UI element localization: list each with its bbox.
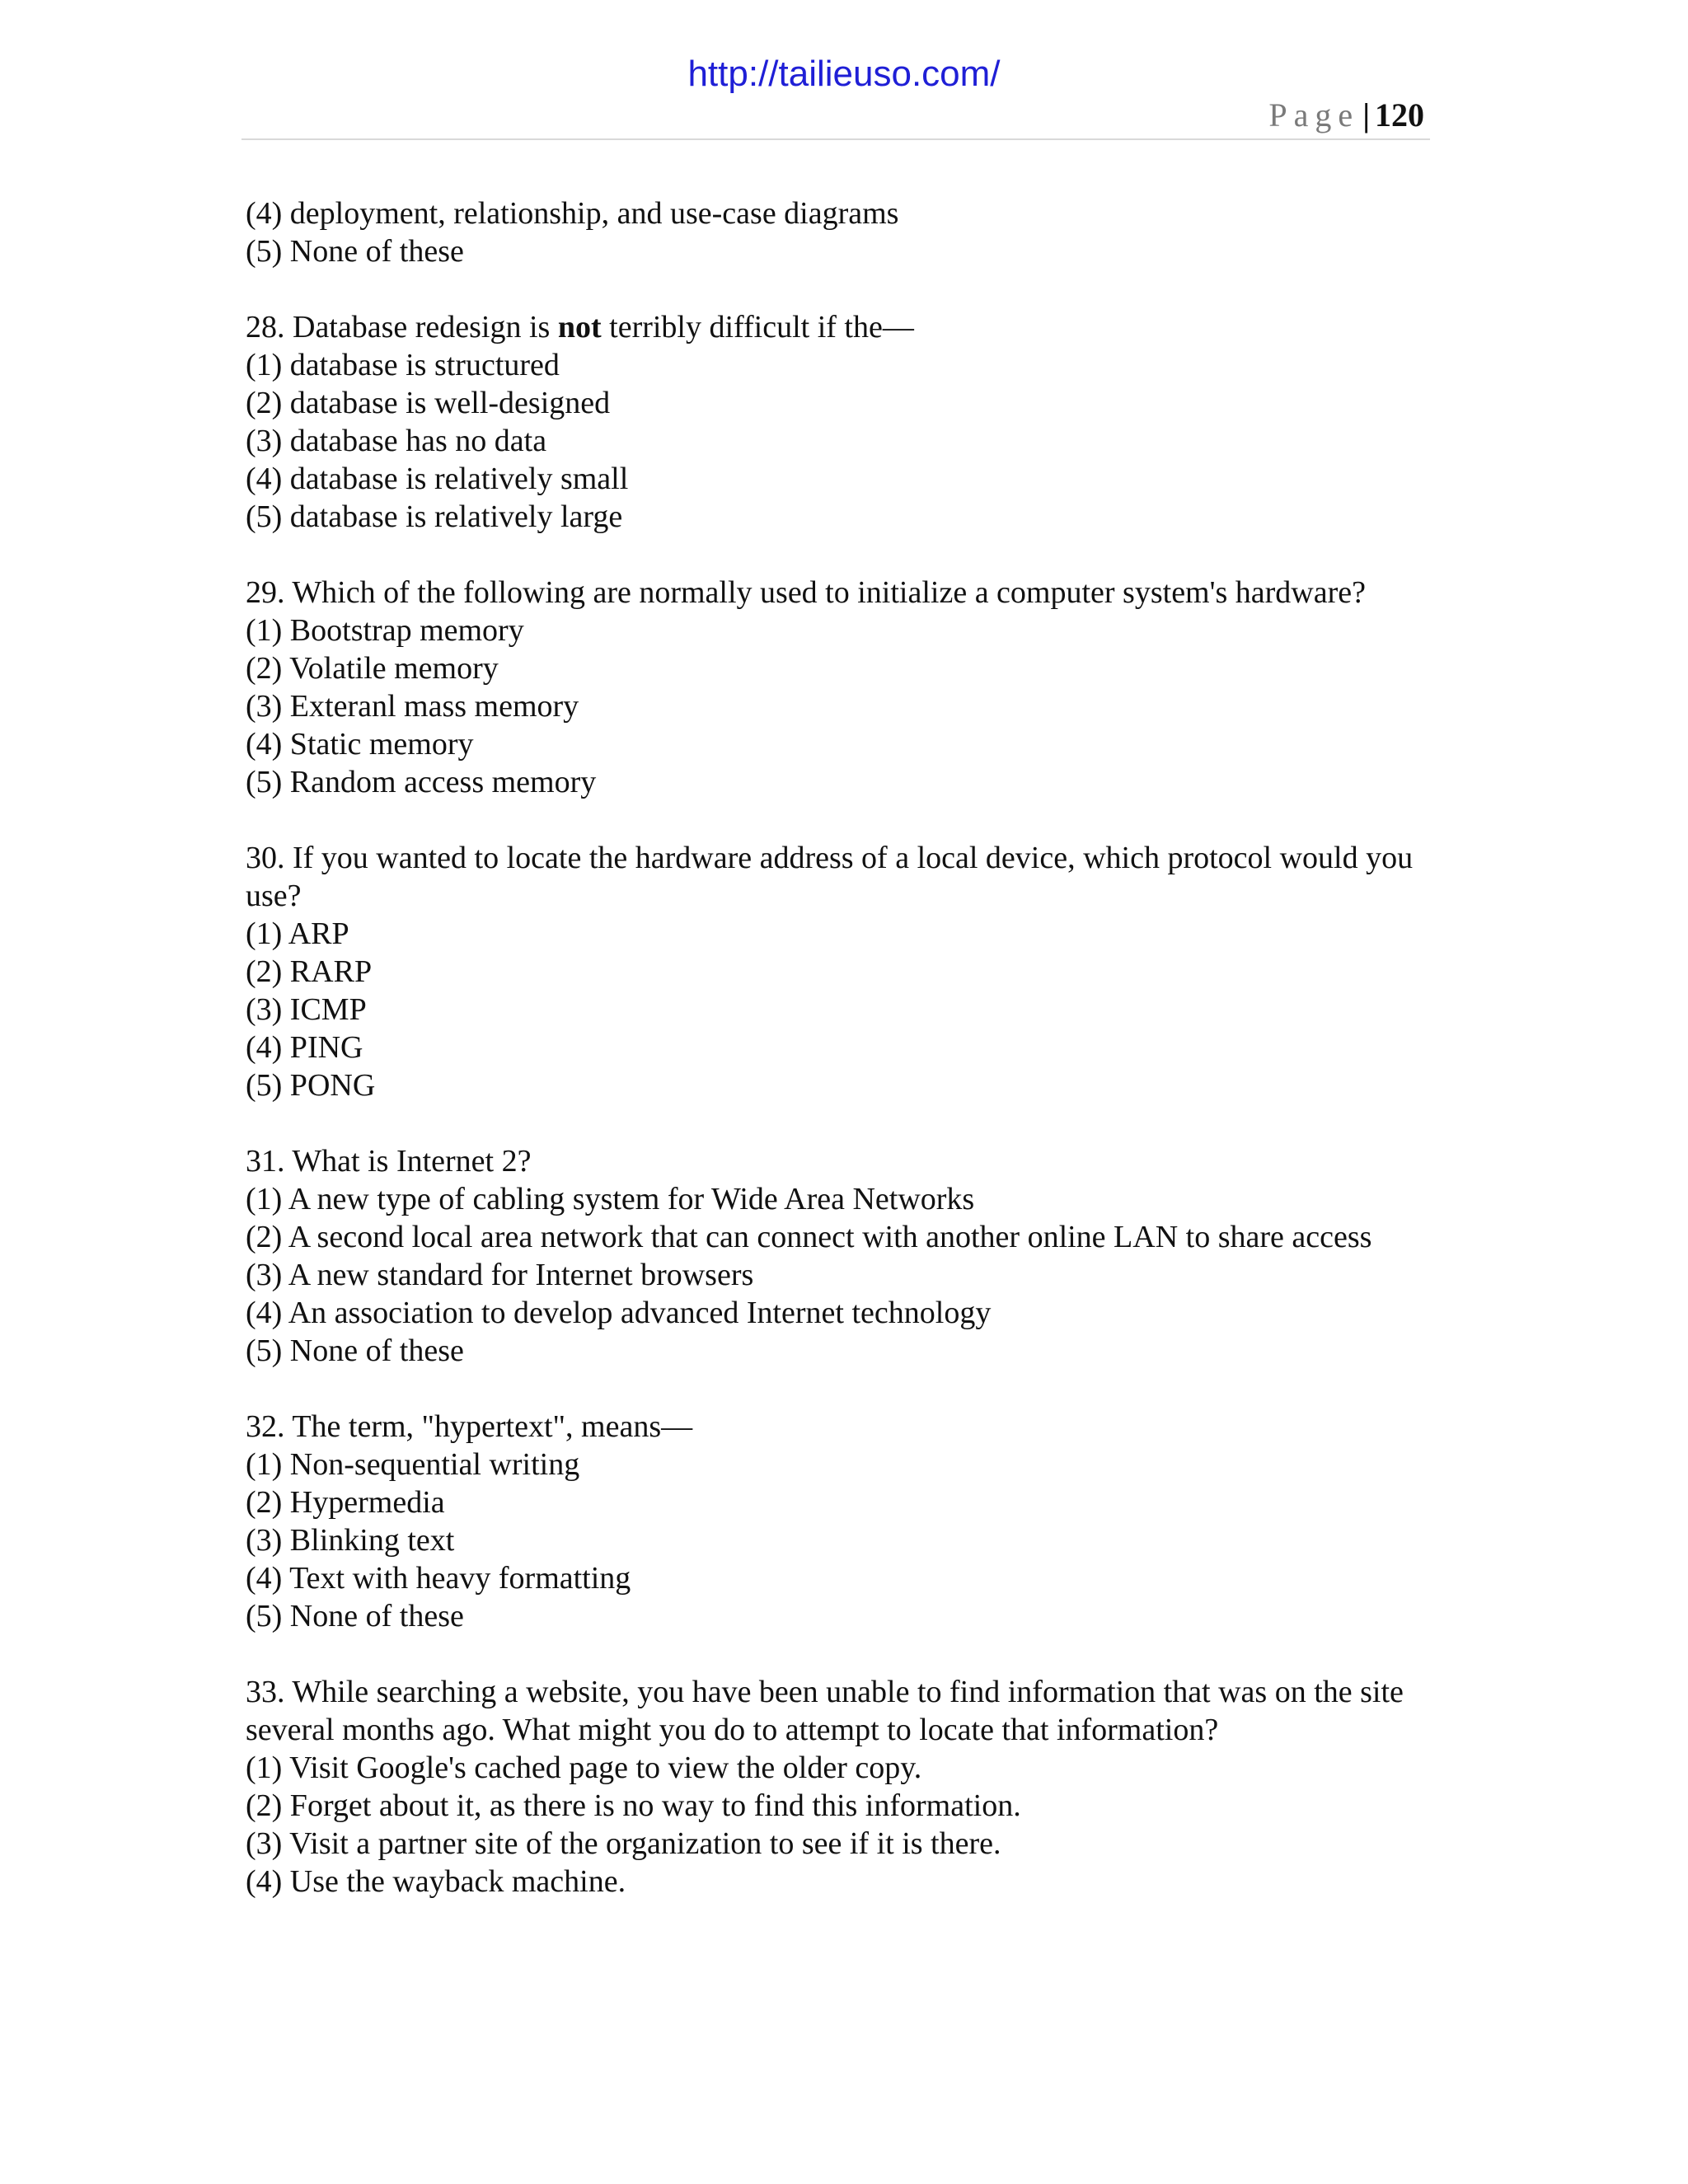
question-text-emphasis: not — [557, 310, 602, 344]
page-number-value: 120 — [1375, 96, 1424, 134]
option-item: (5) database is relatively large — [246, 499, 623, 534]
continued-options — [246, 194, 1432, 270]
option-item: (2) Forget about it, as there is no way to find this information. — [246, 1788, 1021, 1823]
question-32 — [246, 1408, 1432, 1635]
document-body — [246, 194, 1432, 1938]
option-item: (1) Visit Google's cached page to view the older copy. — [246, 1750, 922, 1785]
question-29 — [246, 574, 1432, 801]
option-item: (2) RARP — [246, 954, 373, 989]
question-31 — [246, 1142, 1432, 1370]
option-item: (4) Use the wayback machine. — [246, 1864, 626, 1899]
page-number — [1268, 97, 1424, 134]
option-item: (4) Text with heavy formatting — [246, 1561, 631, 1596]
option-item: (1) A new type of cabling system for Wide Area Networks — [246, 1182, 975, 1216]
question-text: 29. Which of the following are normally used to initialize a computer system's hardware? — [246, 575, 1366, 610]
option-item: (3) A new standard for Internet browsers — [246, 1258, 754, 1292]
option-item: (4) An association to develop advanced Internet technology — [246, 1296, 992, 1330]
question-28 — [246, 308, 1432, 536]
option-item: (2) A second local area network that can connect with another online LAN to share access — [246, 1220, 1372, 1254]
option-item: (3) ICMP — [246, 992, 367, 1027]
option-item: (5) None of these — [246, 1333, 464, 1368]
option-item: (4) database is relatively small — [246, 462, 629, 496]
page-label: Page — [1268, 96, 1360, 134]
option-item: (4) Static memory — [246, 727, 474, 762]
option-item: (4) deployment, relationship, and use-case diagrams — [246, 196, 899, 231]
question-text-prefix: 28. Database redesign is — [246, 310, 558, 344]
question-33 — [246, 1673, 1432, 1900]
question-text — [246, 308, 1432, 346]
option-item: (4) PING — [246, 1030, 363, 1065]
option-item: (2) Volatile memory — [246, 651, 499, 686]
option-item: (2) Hypermedia — [246, 1485, 445, 1520]
option-item: (5) PONG — [246, 1068, 376, 1103]
page-separator: | — [1362, 96, 1370, 134]
option-item: (3) database has no data — [246, 424, 547, 458]
option-item: (1) ARP — [246, 916, 349, 951]
option-item: (5) Random access memory — [246, 765, 597, 799]
option-item: (3) Exteranl mass memory — [246, 689, 579, 724]
header-divider — [241, 138, 1430, 140]
option-item: (1) Non-sequential writing — [246, 1447, 580, 1482]
option-item: (1) database is structured — [246, 348, 560, 382]
question-text-suffix: terribly difficult if the— — [601, 310, 914, 344]
header-url-link[interactable]: http://tailieuso.com/ — [687, 54, 1001, 94]
question-text: 30. If you wanted to locate the hardware address of a local device, which protocol would you use? — [246, 841, 1414, 913]
option-item: (5) None of these — [246, 1599, 464, 1633]
question-text: 33. While searching a website, you have been unable to find information that was on the site several months ago. What might you do to attempt to locate that information? — [246, 1675, 1404, 1747]
option-item: (2) database is well-designed — [246, 386, 611, 420]
question-30 — [246, 839, 1432, 1104]
option-item: (3) Visit a partner site of the organization to see if it is there. — [246, 1826, 1001, 1861]
option-item: (3) Blinking text — [246, 1523, 455, 1558]
question-text: 31. What is Internet 2? — [246, 1144, 532, 1179]
option-item: (5) None of these — [246, 234, 464, 269]
option-item: (1) Bootstrap memory — [246, 613, 524, 648]
question-text: 32. The term, "hypertext", means— — [246, 1409, 693, 1444]
